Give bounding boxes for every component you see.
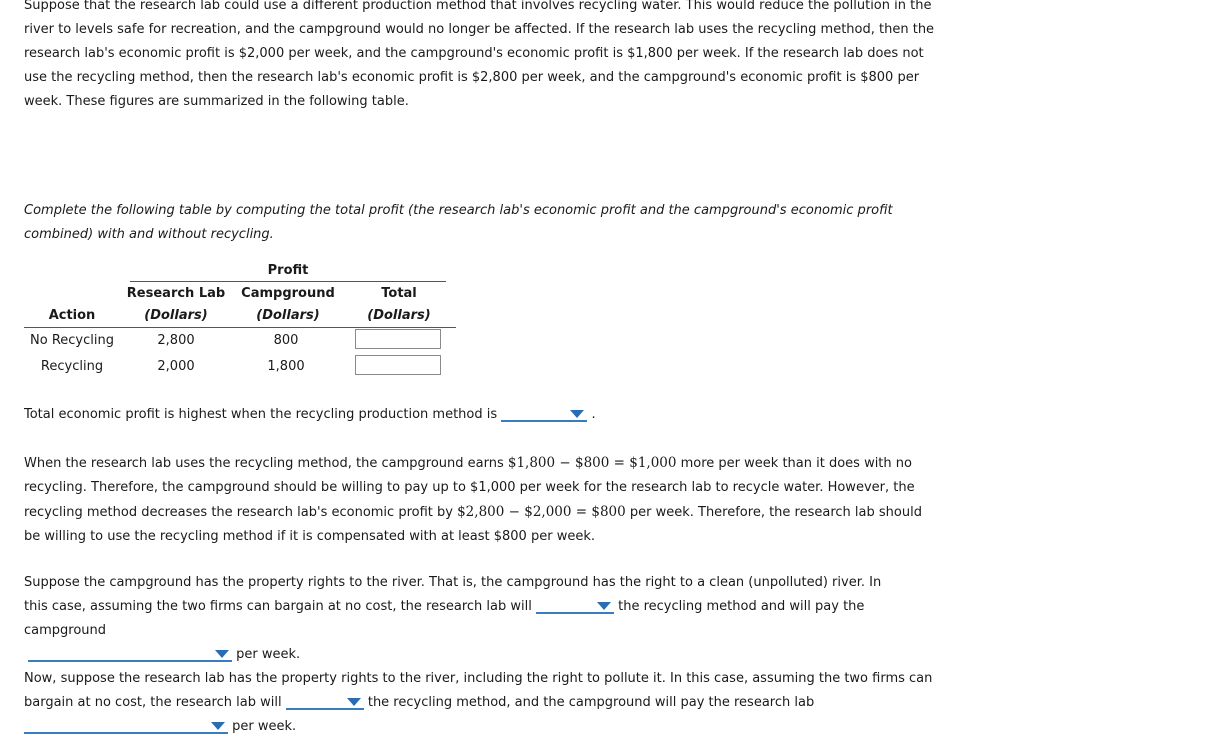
lab-rights-action-dropdown[interactable]	[286, 694, 364, 710]
explanation-part3: per week. Therefore, the research lab should be willing to use the recycling method if it is compensated with at least $800 per week.	[24, 505, 922, 544]
explanation-part2: more per week than it does with no recycling. Therefore, the campground should be willing to pay up to $1,000 per week for the research lab to recycle water. However, the recycling method decreases the research lab's economic profit by	[24, 456, 915, 520]
intro-paragraph: Suppose that the research lab could use a different production method that involves recycling water. This would reduce the pollution in the river to levels safe for recreation, and the campground would no longer be affected. If the research lab uses the recycling method, then the research lab's economic profit is $2,000 per week, and the campground's economic profit is $1,800 per week. If the research lab does not use the recycling method, then the research lab's economic profit is $2,800 per week, and the campground's economic profit is $800 per week. These figures are summarized in the following table.	[24, 0, 935, 109]
unit-label-research-lab: (Dollars)	[144, 308, 208, 323]
explanation-paragraph	[24, 451, 940, 549]
chevron-down-icon	[347, 698, 361, 706]
lab-rights-amount-dropdown[interactable]	[24, 718, 228, 734]
question2-part2: the recycling method and will pay the campground	[24, 599, 865, 638]
row-recycling-action: Recycling	[40, 359, 104, 374]
total-no-recycling-input[interactable]	[355, 329, 441, 349]
col-header-action: Action	[48, 308, 96, 323]
question2-part3: per week.	[236, 647, 301, 662]
col-header-research-lab: Research Lab	[126, 286, 226, 301]
question1-end: .	[591, 407, 596, 422]
chevron-down-icon	[211, 722, 225, 730]
question1-text: Total economic profit is highest when the recycling production method is	[24, 407, 498, 422]
question3-part3: per week.	[232, 719, 297, 734]
col-header-total: Total	[381, 286, 417, 301]
instruction-paragraph: Complete the following table by computing the total profit (the research lab's economic profit and the campground's economic profit combined) with and without recycling.	[24, 203, 893, 242]
question-campground-rights	[24, 571, 904, 667]
row-recycling-research-lab: 2,000	[157, 359, 195, 374]
total-recycling-input[interactable]	[355, 355, 441, 375]
row-recycling-campground: 1,800	[267, 359, 305, 374]
recycling-method-dropdown[interactable]	[501, 406, 587, 422]
campground-rights-amount-dropdown[interactable]	[28, 646, 232, 662]
unit-label-total: (Dollars)	[367, 308, 431, 323]
unit-label-campground: (Dollars)	[256, 308, 320, 323]
question3-part2: the recycling method, and the campground will pay the research lab	[367, 695, 815, 710]
chevron-down-icon	[215, 650, 229, 658]
profit-group-header: Profit	[267, 263, 309, 278]
row-no-recycling-campground: 800	[273, 333, 299, 348]
campground-rights-action-dropdown[interactable]	[536, 598, 614, 614]
row-no-recycling-research-lab: 2,800	[157, 333, 195, 348]
lab-loss-math: $2,800 − $2,000 = $800	[457, 504, 626, 520]
header-rule	[24, 327, 456, 328]
chevron-down-icon	[597, 602, 611, 610]
row-no-recycling-action: No Recycling	[30, 333, 114, 348]
explanation-part1: When the research lab uses the recycling method, the campground earns	[24, 456, 508, 471]
question-lab-rights	[24, 667, 954, 739]
col-header-campground: Campground	[241, 286, 335, 301]
campground-gain-math: $1,800 − $800 = $1,000	[507, 455, 677, 471]
group-header-rule	[130, 281, 446, 282]
question3-part1: Now, suppose the research lab has the property rights to the river, including the right to pollute it. In this case, assuming the two firms can bargain at no cost, the research lab will	[24, 671, 933, 710]
question-highest-profit	[24, 403, 940, 427]
chevron-down-icon	[570, 410, 584, 418]
question2-part1: Suppose the campground has the property rights to the river. That is, the campground has the right to a clean (unpolluted) river. In this case, assuming the two firms can bargain at no cost, the research lab will	[24, 575, 882, 614]
